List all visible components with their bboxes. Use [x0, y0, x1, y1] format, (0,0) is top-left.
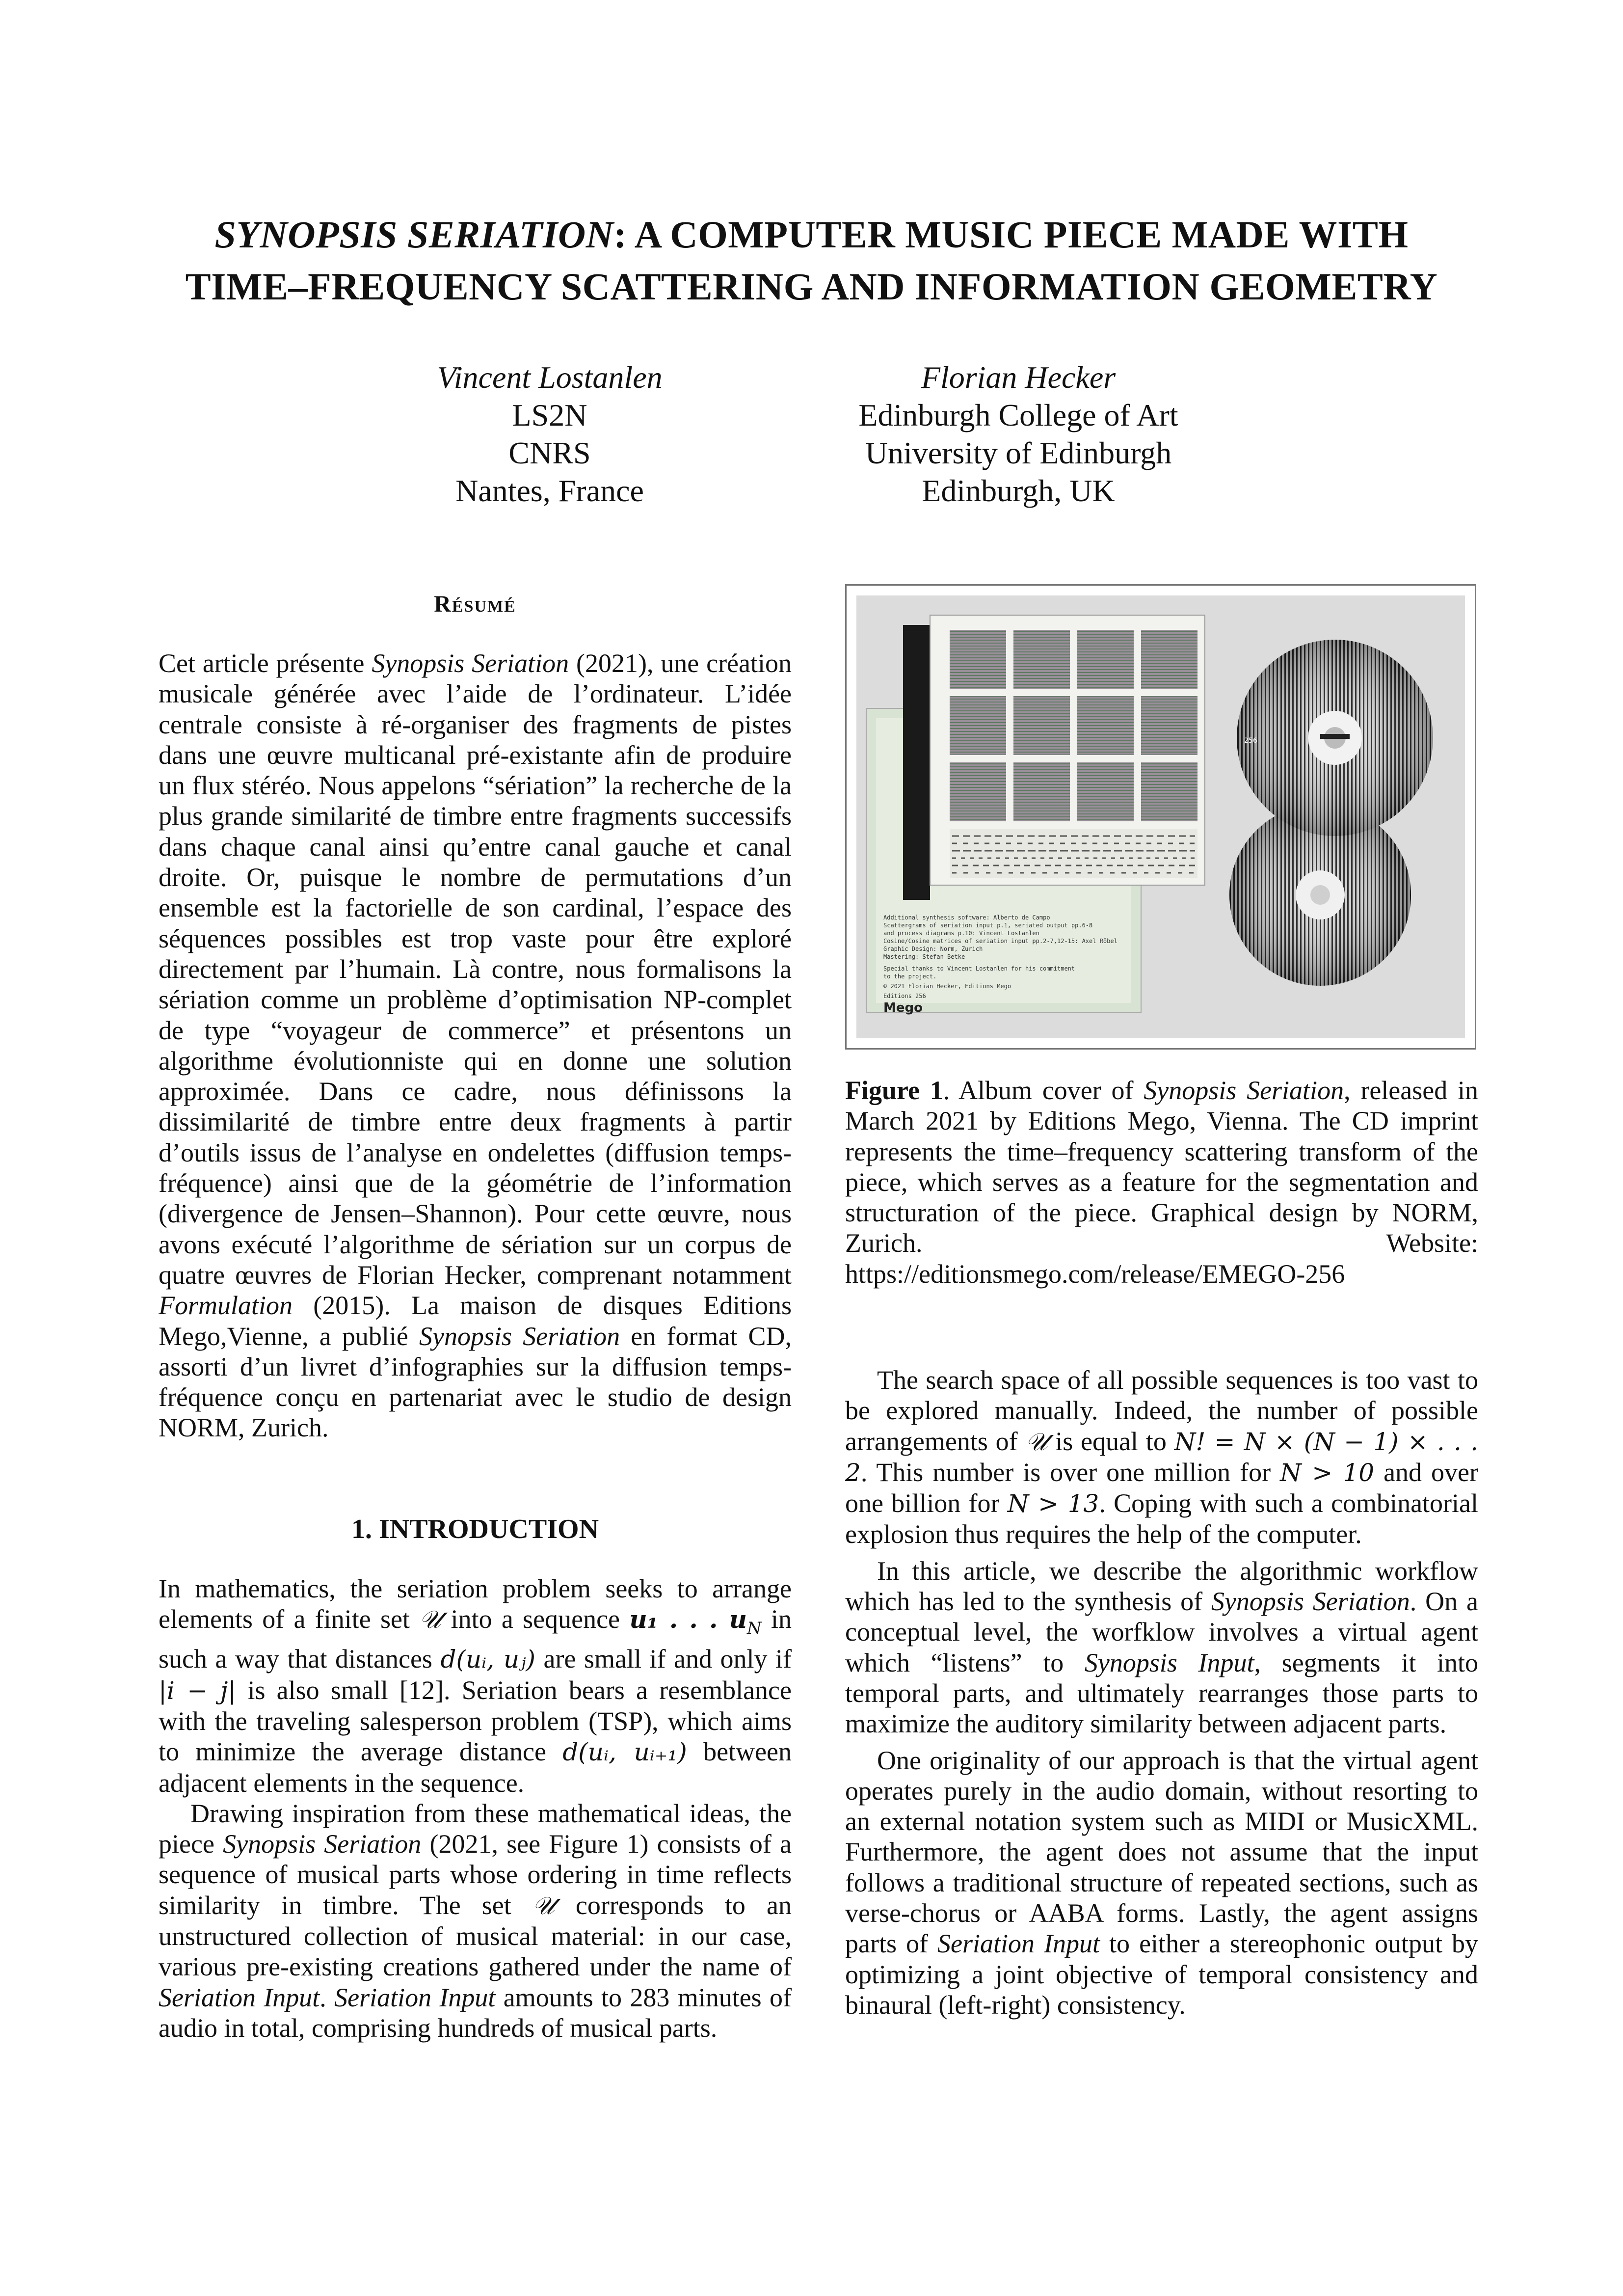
body-text: . This number is over one million for	[860, 1457, 1280, 1487]
work-title: Synopsis Input	[1084, 1648, 1254, 1677]
math-distance-next: d(uᵢ, uᵢ₊₁)	[562, 1738, 687, 1767]
body-text: and over one billion for	[845, 1457, 1478, 1518]
booklet-credit-line: Additional synthesis software: Alberto de Campo	[883, 914, 1050, 921]
body-text: is equal to	[1047, 1426, 1174, 1456]
right-paragraph-2	[845, 1556, 1478, 1739]
body-text: . On a conceptual level, the worfklow involves a virtual agent which “listens” to	[845, 1587, 1478, 1677]
introduction-body	[159, 1573, 792, 2043]
math-abs-diff: |i − j|	[159, 1676, 237, 1705]
figure-1-frame	[845, 584, 1476, 1050]
booklet-credit-line: Editions 256	[883, 993, 926, 999]
author-name: Florian Hecker	[921, 360, 1116, 395]
intro-text: are small if and only if	[535, 1644, 792, 1674]
album-cover-illustration	[856, 595, 1465, 1038]
author-block-2	[810, 358, 1227, 510]
intro-text: corresponds to an unstructured collection of musical material: in our case, various pre-existing creations gathered under the name of	[159, 1890, 792, 1982]
body-text: One originality of our approach is that the virtual agent operates purely in the audio domain, without resorting to an external notation system such as MIDI or MusicXML. Furthermore, the agent does not assume that the input follows a traditional structure of repeated sections, such as verse-chorus or AABA forms. Lastly, the agent assigns parts of	[845, 1745, 1478, 1959]
abstract-work-title: Synopsis Seriation	[419, 1321, 620, 1351]
intro-text: .	[319, 1982, 335, 2012]
cd-disc-top	[1237, 640, 1433, 836]
album-cover-photo	[856, 595, 1465, 1038]
mego-logo: Mego	[883, 1000, 923, 1015]
booklet-credit-line: to the project.	[883, 973, 937, 980]
intro-work-title: Synopsis Seriation	[223, 1829, 422, 1859]
cd-label-text: 256	[1244, 737, 1257, 745]
title-line-2: TIME–FREQUENCY SCATTERING AND INFORMATION GEOMETRY	[185, 265, 1438, 308]
booklet-spine	[903, 625, 930, 900]
abstract-text: (2021), une création musicale générée avec l’aide de l’ordinateur. L’idée centrale consiste à ré-organiser des fragments de pistes dans une œuvre multicanal pré-existante afin de produire un flux stéréo. Nous appelons “sériation” la recherche de la plus grande similarité de timbre entre fragments successifs dans chaque canal ainsi qu’entre canal gauche et canal droite. Or, puisque le nombre de permutations d’un ensemble est la factorielle de son cardinal, l’espace des séquences possibles est trop vaste pour être exploré directement par l’humain. Là contre, nous formalisons la sériation comme un problème d’optimisation NP-complet de type “voyageur de commerce” et présentons un algorithme évolutionniste qui en donne une solution approximée. Dans ce cadre, nous définissons la dissimilarité de timbre entre deux fragments à partir d’outils issus de l’analyse en ondelettes (diffusion temps-fréquence) ainsi que de la géométrie de l’information (divergence de Jensen–Shannon). Pour cette œuvre, nous avons exécuté l’algorithme de sériation sur un corpus de quatre œuvres de Florian Hecker, comprenant notamment	[159, 648, 792, 1290]
intro-paragraph-1	[159, 1573, 792, 1798]
work-title: Synopsis Seriation	[1211, 1587, 1410, 1617]
work-title: Seriation Input	[937, 1929, 1100, 1959]
section-heading-introduction: 1. INTRODUCTION	[351, 1514, 599, 1544]
booklet-credit-line: Scattergrams of seriation input p.1, seriated output pp.6-8	[883, 922, 1093, 929]
abstract-work-title: Synopsis Seriation	[372, 648, 569, 678]
booklet-credit-line: Special thanks to Vincent Lostanlen for his commitment	[883, 965, 1075, 972]
author-location: Nantes, France	[455, 473, 644, 508]
abstract-paragraph	[159, 648, 792, 1443]
booklet-front	[930, 615, 1205, 885]
math-inequality: N > 13	[1007, 1489, 1099, 1518]
right-paragraph-1	[845, 1365, 1478, 1550]
figure-label: Figure 1	[845, 1076, 943, 1105]
title-line-1	[123, 209, 1500, 261]
math-sequence: u₁ . . . u	[629, 1605, 747, 1634]
caption-work-title: Synopsis Seriation	[1144, 1076, 1344, 1105]
intro-text: is also small [12]. Seriation bears a resemblance with the traveling salesperson problem (TSP), which aims to minimize the average distance	[159, 1675, 792, 1767]
math-set-u: 𝒰	[532, 1891, 555, 1920]
author-affiliation: LS2N	[512, 398, 587, 432]
abstract-text: (2015). La maison de disques Editions Mego,Vienne, a publié	[159, 1291, 792, 1351]
math-subscript: N	[746, 1619, 762, 1639]
intro-text: into a sequence	[441, 1604, 630, 1634]
author-location: Edinburgh, UK	[922, 473, 1115, 508]
title-line-1-rest: : A COMPUTER MUSIC PIECE MADE WITH	[613, 213, 1409, 256]
body-text: In this article, we describe the algorithmic workflow which has led to the synthesis of	[845, 1556, 1478, 1617]
math-factorial: N! = N × (N − 1) × . . . 2	[845, 1427, 1478, 1487]
intro-work-title: Seriation Input	[334, 1982, 496, 2012]
title-work-name: SYNOPSIS SERIATION	[214, 213, 614, 256]
author-name: Vincent Lostanlen	[437, 360, 663, 395]
abstract-text: en format CD, assorti d’un livret d’infographies sur la diffusion temps-fréquence conçu en partenariat avec le studio de design NORM, Zurich.	[159, 1321, 792, 1443]
intro-text: In mathematics, the seriation problem seeks to arrange elements of a finite set	[159, 1574, 792, 1634]
body-text: , segments it into temporal parts, and ultimately rearranges those parts to maximize the auditory similarity between adjacent parts.	[845, 1648, 1478, 1739]
intro-text: between adjacent elements in the sequence.	[159, 1737, 792, 1798]
math-set-u: 𝒰	[419, 1605, 442, 1634]
abstract-heading: Résumé	[434, 591, 516, 617]
booklet-credit-line: © 2021 Florian Hecker, Editions Mego	[883, 983, 1011, 990]
math-set-u: 𝒰	[1025, 1427, 1048, 1456]
body-text: The search space of all possible sequences is too vast to be explored manually. Indeed, the number of possible arrangements of	[845, 1365, 1478, 1456]
booklet-credit-line: Graphic Design: Norm, Zurich	[883, 945, 983, 952]
caption-text: . Album cover of	[943, 1076, 1144, 1105]
caption-text: , released in March 2021 by Editions Mego, Vienna. The CD imprint represents the time–frequency scattering transform of the piece, which serves as a feature for the segmentation and structuration of the piece. Graphical design by NORM, Zurich. Website: https://editionsmego.com/release/EMEGO-256	[845, 1076, 1479, 1289]
right-paragraph-3	[845, 1745, 1478, 2021]
abstract-work-title: Formulation	[159, 1291, 293, 1321]
abstract-text: Cet article présente	[159, 648, 372, 678]
abstract-body	[159, 648, 792, 1443]
booklet-credit-line: Mastering: Stefan Betke	[883, 953, 965, 960]
body-text: . Coping with such a combinatorial explosion thus requires the help of the computer.	[845, 1488, 1478, 1549]
intro-text: Drawing inspiration from these mathematical ideas, the piece	[159, 1798, 792, 1859]
booklet-credit-line: and process diagrams p.10: Vincent Lostanlen	[883, 930, 1039, 937]
author-affiliation: Edinburgh College of Art	[858, 398, 1178, 432]
intro-text: amounts to 283 minutes of audio in total, comprising hundreds of musical parts.	[159, 1982, 792, 2043]
author-affiliation: CNRS	[508, 435, 591, 470]
figure-1-caption	[845, 1075, 1478, 1289]
author-block-1	[402, 358, 697, 510]
intro-text: in such a way that distances	[159, 1604, 792, 1674]
math-inequality: N > 10	[1280, 1458, 1375, 1487]
right-column-body	[845, 1365, 1478, 2020]
author-affiliation: University of Edinburgh	[865, 435, 1172, 470]
intro-work-title: Seriation Input	[159, 1982, 320, 2012]
intro-paragraph-2	[159, 1798, 792, 2043]
intro-text: (2021, see Figure 1) consists of a sequence of musical parts whose ordering in time reflects similarity in timbre. The set	[159, 1829, 792, 1920]
booklet-credit-line: Cosine/Cosine matrices of seriation input pp.2-7,12-15: Axel Röbel	[883, 938, 1117, 945]
paper-title	[123, 209, 1500, 313]
math-distance: d(uᵢ, uⱼ)	[440, 1645, 535, 1674]
body-text: to either a stereophonic output by optimizing a joint objective of temporal consistency and binaural (left-right) consistency.	[845, 1929, 1479, 2020]
